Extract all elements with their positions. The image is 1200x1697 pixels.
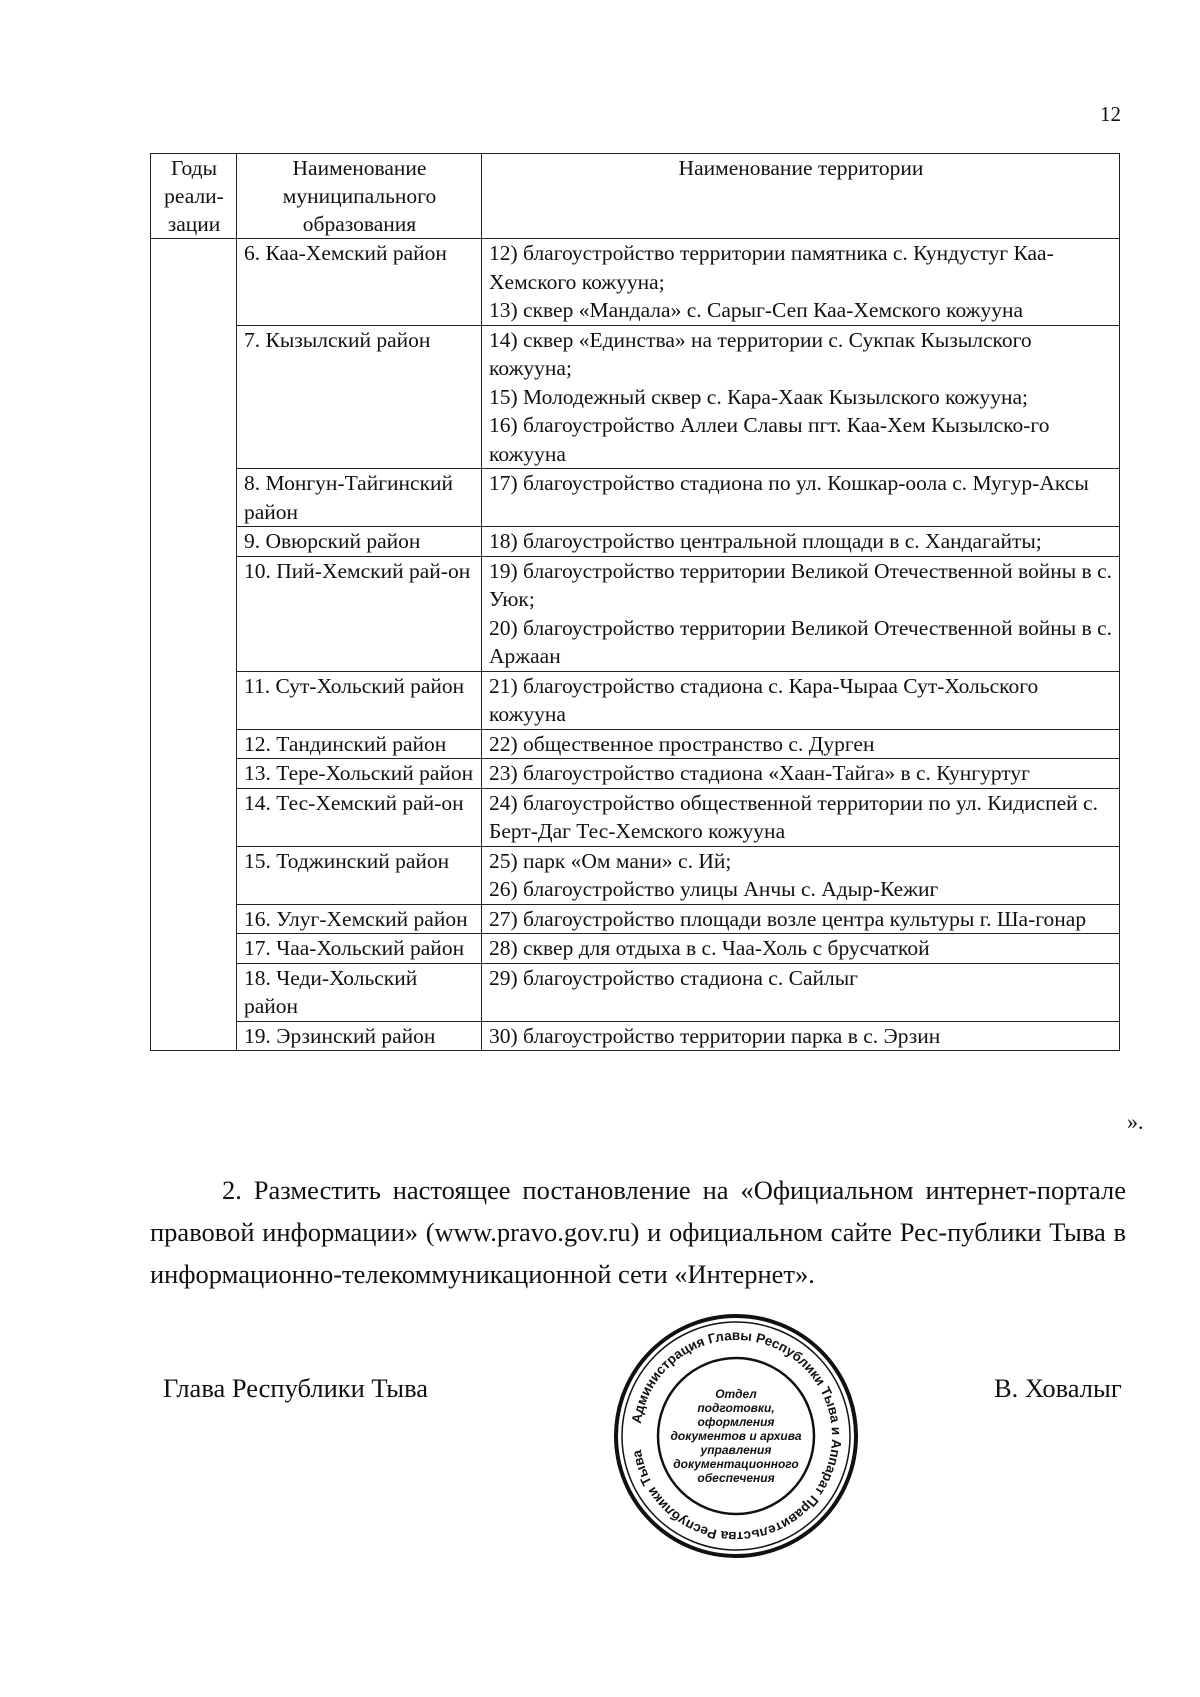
territory-item: 19) благоустройство территории Великой Отечественной войны в с. Уюк; bbox=[489, 558, 1112, 611]
territory-item: 26) благоустройство улицы Анчы с. Адыр-Кежиг bbox=[489, 877, 939, 901]
territory-cell bbox=[482, 729, 1120, 759]
municipality-cell: 19. Эрзинский район bbox=[237, 1021, 482, 1051]
territory-cell bbox=[482, 1021, 1120, 1051]
territory-cell bbox=[482, 788, 1120, 846]
page-number: 12 bbox=[1100, 102, 1121, 126]
territory-cell bbox=[482, 671, 1120, 729]
territory-item: 13) сквер «Мандала» с. Сарыг-Сеп Каа-Хемского кожууна bbox=[489, 298, 1024, 322]
municipality-cell: 11. Сут-Хольский район bbox=[237, 671, 482, 729]
territory-item: 30) благоустройство территории парка в с. Эрзин bbox=[489, 1023, 941, 1048]
seal-center-line: документов и архива bbox=[670, 1429, 802, 1443]
territory-cell bbox=[482, 469, 1120, 527]
table-row bbox=[151, 239, 1120, 326]
table-row bbox=[151, 904, 1120, 934]
territory-item: 27) благоустройство площади возле центра культуры г. Ша-гонар bbox=[489, 906, 1087, 931]
seal-center-line: управления bbox=[700, 1443, 772, 1457]
territory-item: 28) сквер для отдыха в с. Чаа-Холь с брусчаткой bbox=[489, 936, 930, 960]
territory-item: 20) благоустройство территории Великой Отечественной войны в с. Аржаан bbox=[489, 615, 1112, 668]
municipality-cell: 15. Тоджинский район bbox=[237, 846, 482, 904]
territory-item: 22) общественное пространство с. Дурген bbox=[489, 731, 875, 756]
table-row bbox=[151, 788, 1120, 846]
territory-cell bbox=[482, 239, 1120, 326]
table-row bbox=[151, 759, 1120, 789]
territory-item: 14) сквер «Единства» на территории с. Сукпак Кызылского кожууна; bbox=[489, 327, 1032, 380]
official-seal bbox=[612, 1312, 860, 1560]
territory-item: 24) благоустройство общественной территории по ул. Кидиспей с. Берт-Даг Тес-Хемского кожууна bbox=[489, 790, 1098, 843]
territory-item: 16) благоустройство Аллеи Славы пгт. Каа-Хем Кызылско-го кожууна bbox=[489, 413, 1050, 466]
municipality-cell: 16. Улуг-Хемский район bbox=[237, 904, 482, 934]
table-row bbox=[151, 556, 1120, 671]
municipality-cell: 8. Монгун-Тайгинский район bbox=[237, 469, 482, 527]
closing-quote: ». bbox=[1127, 1109, 1144, 1134]
municipality-cell: 9. Овюрский район bbox=[237, 527, 482, 557]
territory-item: 23) благоустройство стадиона «Хаан-Тайга» в с. Кунгуртуг bbox=[489, 761, 1030, 785]
seal-center-line: документационного bbox=[673, 1457, 799, 1471]
municipality-cell: 13. Тере-Хольский район bbox=[237, 759, 482, 789]
header-territory: Наименование территории bbox=[482, 154, 1120, 239]
table-row bbox=[151, 527, 1120, 557]
publication-paragraph bbox=[150, 1169, 1126, 1295]
table-row bbox=[151, 469, 1120, 527]
table-row bbox=[151, 963, 1120, 1021]
territory-item: 25) парк «Ом мани» с. Ий; bbox=[489, 848, 732, 873]
seal-center-line: подготовки, bbox=[697, 1401, 775, 1415]
territory-cell bbox=[482, 934, 1120, 964]
seal-ring-text: Администрация Главы Республики Тыва и Аппарат Правительства Республики Тыва bbox=[628, 1327, 845, 1545]
seal-center-line: оформления bbox=[697, 1415, 775, 1429]
municipality-cell: 7. Кызылский район bbox=[237, 325, 482, 469]
table-row bbox=[151, 934, 1120, 964]
territory-cell bbox=[482, 759, 1120, 789]
paragraph-text: 2. Разместить настоящее постановление на «Официальном интернет-портале правовой информации» (www.pravo.gov.ru) и официальном сайте Рес-публики Тыва в информационно-телекоммуникационной сети «Интернет». bbox=[150, 1175, 1126, 1289]
seal-center-line: Отдел bbox=[715, 1387, 757, 1401]
signatory-title: Глава Республики Тыва bbox=[163, 1373, 429, 1403]
signatory-name: В. Ховалыг bbox=[994, 1373, 1122, 1403]
territory-cell bbox=[482, 527, 1120, 557]
municipality-cell: 14. Тес-Хемский рай-он bbox=[237, 788, 482, 846]
territory-cell bbox=[482, 556, 1120, 671]
table-header-row bbox=[151, 154, 1120, 239]
municipality-cell: 6. Каа-Хемский район bbox=[237, 239, 482, 326]
table-row bbox=[151, 325, 1120, 469]
municipality-cell: 12. Тандинский район bbox=[237, 729, 482, 759]
table-row bbox=[151, 846, 1120, 904]
territory-cell bbox=[482, 846, 1120, 904]
territories-table bbox=[150, 153, 1120, 1051]
territory-item: 18) благоустройство центральной площади в с. Хандагайты; bbox=[489, 529, 1042, 553]
municipality-cell: 18. Чеди-Хольский район bbox=[237, 963, 482, 1021]
municipality-cell: 10. Пий-Хемский рай-он bbox=[237, 556, 482, 671]
header-municipality: Наименование муниципального образования bbox=[237, 154, 482, 239]
territory-item: 15) Молодежный сквер с. Кара-Хаак Кызылского кожууна; bbox=[489, 384, 1029, 409]
territory-cell bbox=[482, 963, 1120, 1021]
territory-item: 12) благоустройство территории памятника с. Кундустуг Каа-Хемского кожууна; bbox=[489, 241, 1054, 294]
years-cell bbox=[151, 239, 237, 1051]
table-row bbox=[151, 1021, 1120, 1051]
territory-item: 17) благоустройство стадиона по ул. Кошкар-оола с. Мугур-Аксы bbox=[489, 471, 1089, 495]
territory-cell bbox=[482, 325, 1120, 469]
header-years: Годы реали- зации bbox=[151, 154, 237, 239]
table-row bbox=[151, 671, 1120, 729]
table-row bbox=[151, 729, 1120, 759]
territory-item: 29) благоустройство стадиона с. Сайлыг bbox=[489, 965, 858, 990]
territory-cell bbox=[482, 904, 1120, 934]
seal-center-line: обеспечения bbox=[697, 1471, 775, 1485]
municipality-cell: 17. Чаа-Хольский район bbox=[237, 934, 482, 964]
territory-item: 21) благоустройство стадиона с. Кара-Чыраа Сут-Хольского кожууна bbox=[489, 673, 1039, 726]
